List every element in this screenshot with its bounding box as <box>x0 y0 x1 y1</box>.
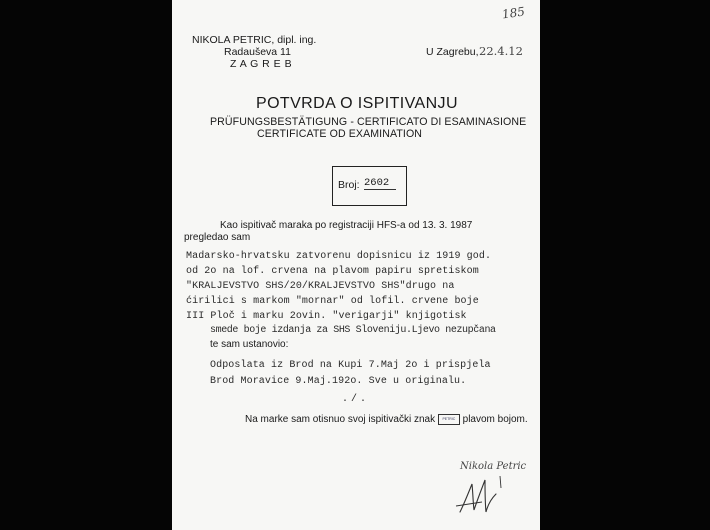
handwritten-signature <box>452 468 512 518</box>
findings-label: te sam ustanovio: <box>210 339 289 350</box>
intro-line-2: pregledao sam <box>184 232 251 243</box>
examiner-mark-stamp: PETRIC <box>438 414 460 425</box>
description-line: ćirilici s markom "mornar" od lofil. crvene boje <box>186 296 479 307</box>
number-label: Broj: <box>338 179 360 191</box>
description-line: od 2o na lof. crvena na plavom papiru spretiskom <box>186 266 479 277</box>
corner-annotation: 185 <box>501 4 526 22</box>
date-handwritten: 22.4.12 <box>479 44 523 58</box>
marking-statement <box>245 414 528 425</box>
description-line: "KRALJEVSTVO SHS/20/KRALJEVSTVO SHS"drugo na <box>186 281 455 292</box>
separator: ./. <box>342 394 370 405</box>
certificate-subtitle-en: CERTIFICATE OD EXAMINATION <box>257 128 423 140</box>
number-box <box>332 166 407 206</box>
marking-text-after: plavom bojom. <box>462 414 528 426</box>
signatory-name: Nikola Petric <box>460 461 527 472</box>
description-line: smede boje izdanja za SHS Sloveniju.Ljevo nezupčana <box>210 325 496 336</box>
sender-city: Z A G R E B <box>230 58 293 70</box>
certificate-page <box>172 0 540 530</box>
certificate-subtitle-de-it: PRÜFUNGSBESTÄTIGUNG - CERTIFICATO DI ESAMINASIONE <box>210 116 527 128</box>
marking-text-before: Na marke sam otisnuo svoj ispitivački znak <box>245 414 436 426</box>
description-line: III Ploč i marku 2ovin. "verigarji" knjigotisk <box>186 311 467 322</box>
finding-line: Brod Moravice 9.Maj.192o. Sve u originalu. <box>210 376 467 387</box>
sender-name: NIKOLA PETRIC, dipl. ing. <box>192 34 317 46</box>
finding-line: Odposlata iz Brod na Kupi 7.Maj 2o i prispjela <box>210 360 491 371</box>
intro-line-1: Kao ispitivač maraka po registraciji HFS-a od 13. 3. 1987 <box>220 220 473 231</box>
description-line: Madarsko-hrvatsku zatvorenu dopisnicu iz 1919 god. <box>186 251 492 262</box>
number-value: 2602 <box>364 177 396 190</box>
certificate-title: POTVRDA O ISPITIVANJU <box>256 95 458 112</box>
place-label: U Zagrebu, <box>426 46 479 58</box>
sender-street: Radauševa 11 <box>224 46 291 58</box>
